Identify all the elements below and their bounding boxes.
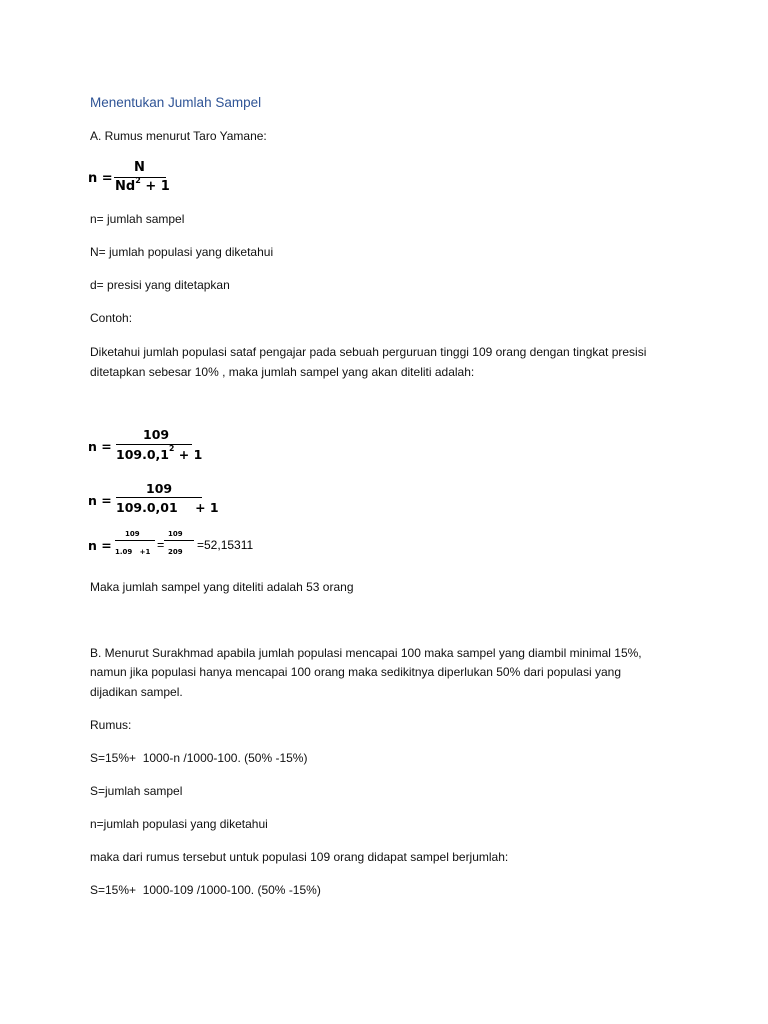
definition-n: n= jumlah sampel (90, 212, 185, 226)
denominator-base: 109.0,1 (116, 447, 169, 462)
page-title: Menentukan Jumlah Sampel (90, 95, 262, 110)
calc2-denominator: 109.0,01 + 1 (116, 500, 219, 515)
denominator-base: Nd (115, 179, 136, 194)
fraction-bar (116, 497, 202, 498)
yamane-formula (88, 160, 208, 196)
rumus-label: Rumus: (90, 718, 132, 732)
section-a-title: A. Rumus menurut Taro Yamane: (90, 129, 267, 143)
fraction-bar (116, 444, 192, 445)
denominator-rest: + 1 (174, 447, 203, 462)
calculation-step-3 (88, 530, 288, 562)
formula-numerator: N (134, 160, 145, 175)
example-text-line-2: ditetapkan sebesar 10% , maka jumlah sampel yang akan diteliti adalah: (90, 365, 475, 379)
calc2-numerator: 109 (146, 481, 173, 496)
definition-n-b: n=jumlah populasi yang diketahui (90, 817, 268, 831)
fraction-bar (164, 540, 194, 541)
definition-S: S=jumlah sampel (90, 784, 183, 798)
application-text: maka dari rumus tersebut untuk populasi 109 orang didapat sampel berjumlah: (90, 850, 509, 864)
definition-N: N= jumlah populasi yang diketahui (90, 245, 274, 259)
calc1-lhs: n = (88, 439, 112, 454)
calc3-equals: = (157, 538, 165, 552)
calc3-denominator-1: 1.09 +1 (115, 548, 151, 556)
fraction-bar (115, 540, 155, 541)
surakhmad-formula-applied: S=15%+ 1000-109 /1000-100. (50% -15%) (90, 883, 321, 897)
calc3-lhs: n = (88, 538, 112, 553)
section-b-text-line-1: B. Menurut Surakhmad apabila jumlah populasi mencapai 100 maka sampel yang diambil minimal 15%, (90, 646, 642, 660)
denominator-exponent: 2 (169, 444, 175, 453)
calc3-numerator-1: 109 (125, 530, 140, 538)
calculation-step-1 (88, 427, 208, 465)
calc1-denominator (116, 444, 203, 462)
formula-denominator (115, 176, 170, 194)
section-b-text-line-3: dijadikan sampel. (90, 685, 183, 699)
calc3-denominator-2: 209 (168, 548, 183, 556)
example-label: Contoh: (90, 311, 133, 325)
calc2-lhs: n = (88, 493, 112, 508)
denominator-exponent: 2 (135, 176, 141, 185)
calculation-step-2 (88, 481, 219, 519)
formula-lhs: n = (88, 171, 113, 186)
calc1-numerator: 109 (143, 427, 170, 442)
surakhmad-formula: S=15%+ 1000-n /1000-100. (50% -15%) (90, 751, 308, 765)
denominator-rest: + 1 (140, 179, 170, 194)
section-b-text-line-2: namun jika populasi hanya mencapai 100 orang maka sedikitnya diperlukan 50% dari populasi yang (90, 665, 622, 679)
calc3-numerator-2: 109 (168, 530, 183, 538)
example-text-line-1: Diketahui jumlah populasi sataf pengajar pada sebuah perguruan tinggi 109 orang dengan tingkat presisi (90, 345, 647, 359)
definition-d: d= presisi yang ditetapkan (90, 278, 230, 292)
calc3-result: =52,15311 (197, 538, 254, 552)
conclusion-text: Maka jumlah sampel yang diteliti adalah 53 orang (90, 580, 354, 594)
